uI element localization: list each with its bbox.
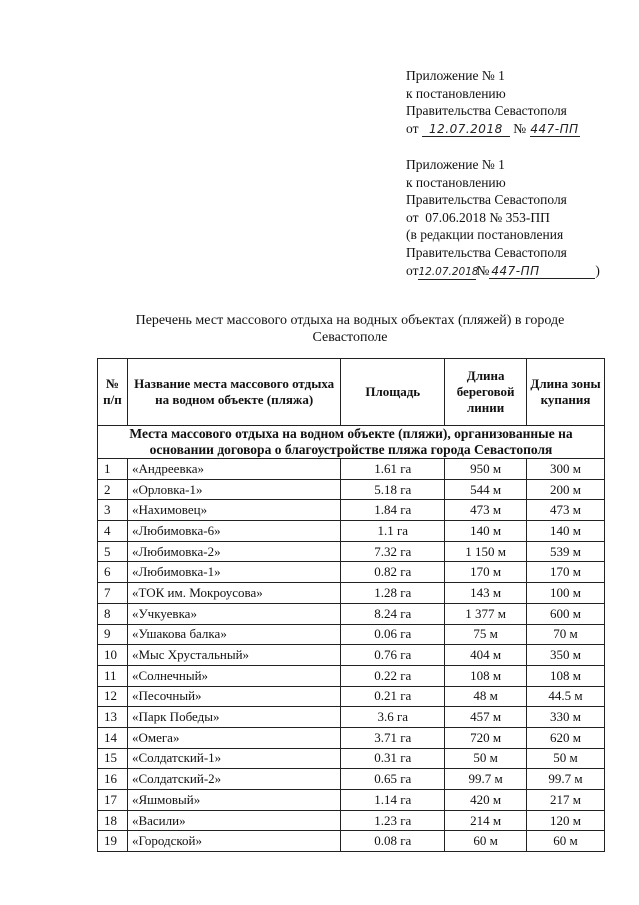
cell-name: «Песочный» <box>127 686 340 707</box>
table-row <box>98 748 605 769</box>
appendix-line: Правительства Севастополя <box>406 244 567 260</box>
cell-shore: 75 м <box>445 624 527 645</box>
table-row <box>98 521 605 542</box>
cell-name: «Яшмовый» <box>127 790 340 811</box>
cell-area: 0.31 га <box>341 748 445 769</box>
cell-name: «Нахимовец» <box>127 500 340 521</box>
table-row <box>98 727 605 748</box>
appendix-date-line <box>406 120 621 138</box>
cell-area: 3.6 га <box>341 707 445 728</box>
table-row <box>98 790 605 811</box>
cell-area: 1.28 га <box>341 583 445 604</box>
cell-swim: 140 м <box>527 521 605 542</box>
table-row <box>98 665 605 686</box>
cell-swim: 50 м <box>527 748 605 769</box>
cell-name: «Орловка-1» <box>127 479 340 500</box>
appendix-line: к постановлению <box>406 174 506 190</box>
cell-num: 3 <box>98 500 128 521</box>
cell-name: «Солдатский-1» <box>127 748 340 769</box>
cell-area: 1.23 га <box>341 810 445 831</box>
cell-num: 19 <box>98 831 128 852</box>
table-row <box>98 769 605 790</box>
cell-num: 12 <box>98 686 128 707</box>
cell-num: 15 <box>98 748 128 769</box>
cell-num: 10 <box>98 645 128 666</box>
cell-area: 1.14 га <box>341 790 445 811</box>
cell-area: 0.08 га <box>341 831 445 852</box>
cell-num: 17 <box>98 790 128 811</box>
cell-swim: 200 м <box>527 479 605 500</box>
cell-swim: 44.5 м <box>527 686 605 707</box>
cell-swim: 170 м <box>527 562 605 583</box>
cell-swim: 70 м <box>527 624 605 645</box>
table-row <box>98 500 605 521</box>
cell-area: 3.71 га <box>341 727 445 748</box>
cell-swim: 300 м <box>527 459 605 480</box>
cell-swim: 100 м <box>527 583 605 604</box>
cell-area: 0.65 га <box>341 769 445 790</box>
cell-name: «Учкуевка» <box>127 603 340 624</box>
cell-name: «Солнечный» <box>127 665 340 686</box>
cell-name: «Солдатский-2» <box>127 769 340 790</box>
cell-num: 11 <box>98 665 128 686</box>
cell-area: 8.24 га <box>341 603 445 624</box>
table-row <box>98 479 605 500</box>
number-label: № <box>513 120 527 136</box>
handwritten-number: 447-ПП <box>530 121 579 136</box>
cell-swim: 600 м <box>527 603 605 624</box>
table-row <box>98 645 605 666</box>
cell-name: «Городской» <box>127 831 340 852</box>
cell-num: 14 <box>98 727 128 748</box>
table-row <box>98 562 605 583</box>
cell-swim: 108 м <box>527 665 605 686</box>
appendix-heading: Приложение № 1 <box>406 68 505 83</box>
section-heading: Места массового отдыха на водном объекте (пляжи), организованные на основании договора о благоустройстве пляжа города Севастополя <box>98 426 605 459</box>
cell-shore: 544 м <box>445 479 527 500</box>
header-num: № п/п <box>98 359 128 426</box>
table-row <box>98 603 605 624</box>
appendix-line: (в редакции постановления <box>406 227 564 243</box>
cell-name: «Омега» <box>127 727 340 748</box>
handwritten-date: 12.07.2018 <box>422 122 510 137</box>
cell-shore: 1 377 м <box>445 603 527 624</box>
table-row <box>98 707 605 728</box>
cell-area: 0.21 га <box>341 686 445 707</box>
cell-num: 7 <box>98 583 128 604</box>
appendix-line: к постановлению <box>406 85 506 101</box>
cell-shore: 720 м <box>445 727 527 748</box>
table-row <box>98 541 605 562</box>
cell-swim: 60 м <box>527 831 605 852</box>
cell-shore: 50 м <box>445 748 527 769</box>
cell-swim: 330 м <box>527 707 605 728</box>
beaches-table <box>97 358 605 852</box>
cell-area: 0.06 га <box>341 624 445 645</box>
cell-shore: 143 м <box>445 583 527 604</box>
appendix-line: от 07.06.2018 № 353-ПП <box>406 209 550 225</box>
cell-shore: 457 м <box>445 707 527 728</box>
cell-name: «Парк Победы» <box>127 707 340 728</box>
cell-shore: 404 м <box>445 645 527 666</box>
table-row <box>98 831 605 852</box>
cell-swim: 620 м <box>527 727 605 748</box>
cell-num: 9 <box>98 624 128 645</box>
number-label: № <box>476 262 490 278</box>
cell-num: 13 <box>98 707 128 728</box>
cell-shore: 473 м <box>445 500 527 521</box>
cell-num: 2 <box>98 479 128 500</box>
table-row <box>98 459 605 480</box>
from-label: от <box>406 262 419 278</box>
appendix-block-1 <box>406 67 621 137</box>
cell-area: 0.82 га <box>341 562 445 583</box>
closing-paren: ) <box>595 262 600 278</box>
cell-area: 5.18 га <box>341 479 445 500</box>
handwritten-number: 447-ПП <box>489 264 595 279</box>
cell-area: 7.32 га <box>341 541 445 562</box>
appendix-line: Правительства Севастополя <box>406 103 567 119</box>
appendix-date-line <box>406 262 621 280</box>
cell-shore: 170 м <box>445 562 527 583</box>
cell-shore: 140 м <box>445 521 527 542</box>
cell-num: 1 <box>98 459 128 480</box>
cell-swim: 350 м <box>527 645 605 666</box>
cell-shore: 108 м <box>445 665 527 686</box>
header-shore: Длина береговой линии <box>445 359 527 426</box>
table-row <box>98 624 605 645</box>
cell-shore: 48 м <box>445 686 527 707</box>
document-title: Перечень мест массового отдыха на водных объектах (пляжей) в городе Севастополе <box>135 313 565 345</box>
cell-shore: 1 150 м <box>445 541 527 562</box>
from-label: от <box>406 120 419 136</box>
cell-name: «Ушакова балка» <box>127 624 340 645</box>
appendix-line: Правительства Севастополя <box>406 192 567 208</box>
cell-name: «Любимовка-2» <box>127 541 340 562</box>
table-row <box>98 810 605 831</box>
cell-swim: 120 м <box>527 810 605 831</box>
cell-area: 1.1 га <box>341 521 445 542</box>
table-row <box>98 686 605 707</box>
cell-name: «Васили» <box>127 810 340 831</box>
cell-area: 0.76 га <box>341 645 445 666</box>
cell-name: «Андреевка» <box>127 459 340 480</box>
cell-name: «ТОК им. Мокроусова» <box>127 583 340 604</box>
cell-num: 8 <box>98 603 128 624</box>
cell-area: 0.22 га <box>341 665 445 686</box>
cell-num: 5 <box>98 541 128 562</box>
appendix-block-2 <box>406 156 621 280</box>
header-name: Название места массового отдыха на водном объекте (пляжа) <box>127 359 340 426</box>
header-area: Площадь <box>341 359 445 426</box>
section-row <box>98 426 605 459</box>
header-swim: Длина зоны купания <box>527 359 605 426</box>
cell-shore: 420 м <box>445 790 527 811</box>
cell-area: 1.84 га <box>341 500 445 521</box>
cell-num: 4 <box>98 521 128 542</box>
cell-shore: 214 м <box>445 810 527 831</box>
cell-area: 1.61 га <box>341 459 445 480</box>
appendix-heading: Приложение № 1 <box>406 157 505 172</box>
cell-num: 18 <box>98 810 128 831</box>
table-row <box>98 583 605 604</box>
cell-name: «Любимовка-6» <box>127 521 340 542</box>
cell-num: 6 <box>98 562 128 583</box>
cell-swim: 99.7 м <box>527 769 605 790</box>
cell-shore: 950 м <box>445 459 527 480</box>
cell-swim: 473 м <box>527 500 605 521</box>
cell-swim: 539 м <box>527 541 605 562</box>
handwritten-date: 12.07.2018 <box>418 265 479 278</box>
cell-swim: 217 м <box>527 790 605 811</box>
cell-name: «Любимовка-1» <box>127 562 340 583</box>
table-header-row <box>98 359 605 426</box>
cell-name: «Мыс Хрустальный» <box>127 645 340 666</box>
cell-num: 16 <box>98 769 128 790</box>
cell-shore: 60 м <box>445 831 527 852</box>
cell-shore: 99.7 м <box>445 769 527 790</box>
